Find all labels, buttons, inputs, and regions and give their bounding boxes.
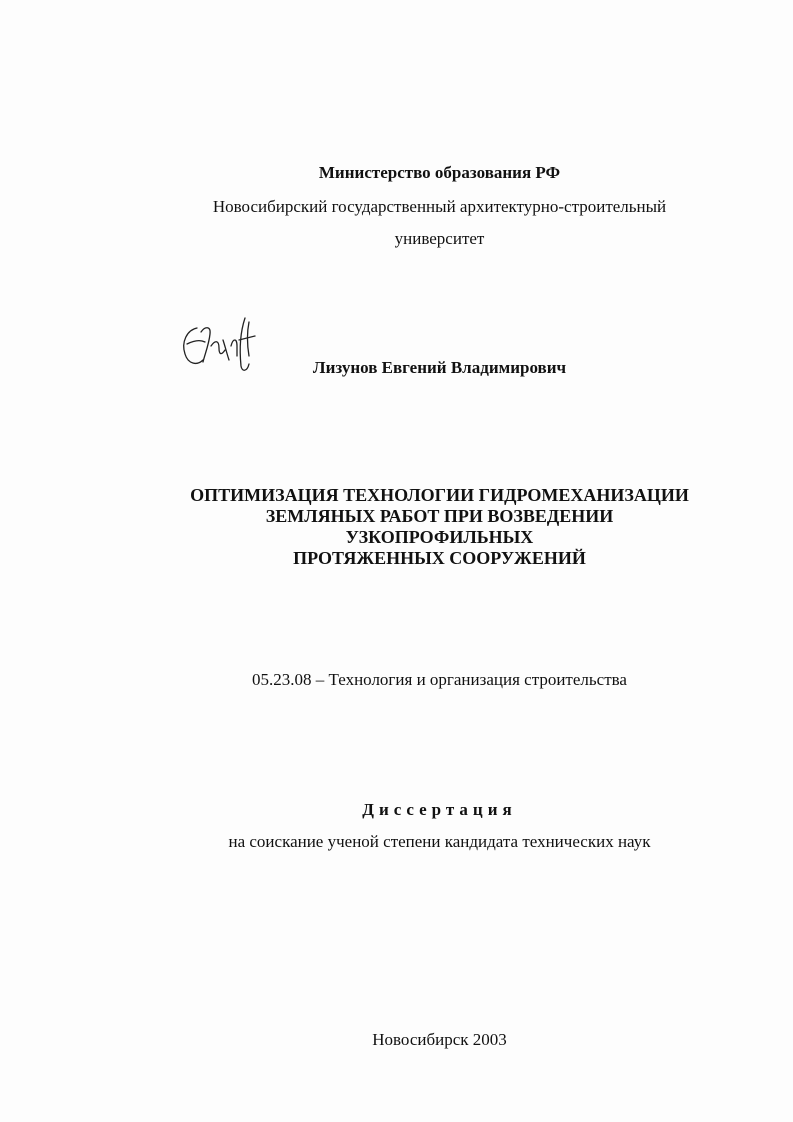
title-line: ЗЕМЛЯНЫХ РАБОТ ПРИ ВОЗВЕДЕНИИ [265, 506, 614, 526]
document-type: Диссертация [362, 800, 517, 819]
university-name-line1: Новосибирский государственный архитектурно-строительный [212, 197, 667, 216]
author-name: Лизунов Евгений Владимирович [312, 358, 567, 377]
title-line: ПРОТЯЖЕННЫХ СООРУЖЕНИЙ [293, 548, 586, 568]
title-line: УЗКОПРОФИЛЬНЫХ [345, 527, 534, 547]
city-year: Новосибирск 2003 [372, 1030, 507, 1049]
degree-description: на соискание ученой степени кандидата технических наук [228, 832, 651, 851]
university-name-line2: университет [394, 229, 485, 248]
dissertation-title [43, 485, 793, 569]
title-line: ОПТИМИЗАЦИЯ ТЕХНОЛОГИИ ГИДРОМЕХАНИЗАЦИИ [190, 485, 689, 505]
ministry-heading: Министерство образования РФ [318, 163, 561, 182]
specialty-code: 05.23.08 – Технология и организация строительства [252, 670, 627, 689]
